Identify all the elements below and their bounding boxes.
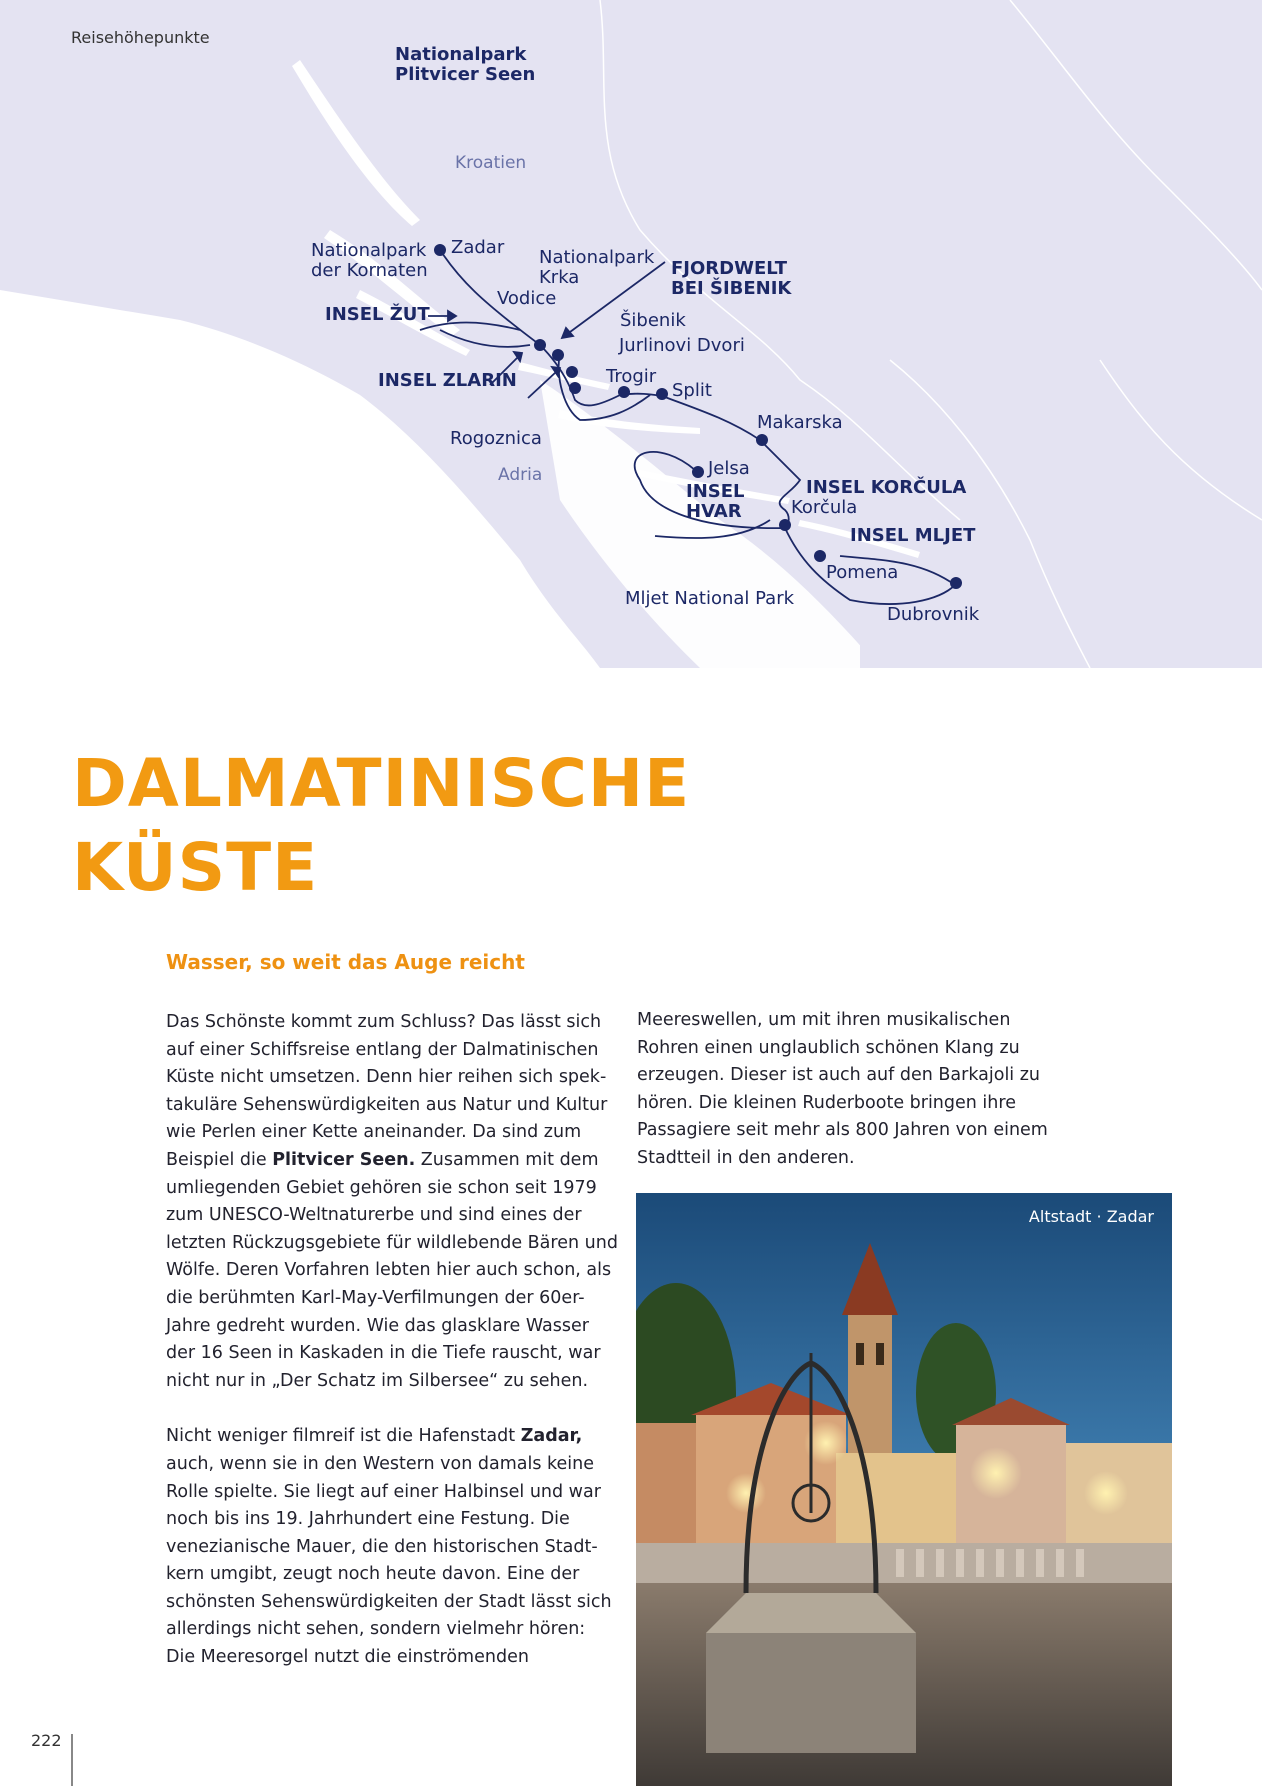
- label-vodice: Vodice: [497, 288, 557, 309]
- label-adria: Adria: [498, 465, 543, 485]
- photo-caption: Altstadt · Zadar: [1028, 1207, 1154, 1226]
- page-number: 222: [31, 1731, 62, 1750]
- label-dubrovnik: Dubrovnik: [887, 604, 980, 625]
- label-pomena: Pomena: [826, 562, 899, 583]
- label-zadar: Zadar: [451, 237, 505, 258]
- label-makarska: Makarska: [757, 412, 843, 433]
- title-line-1: DALMATINISCHE: [72, 745, 691, 822]
- subtitle: Wasser, so weit das Auge reicht: [166, 950, 525, 974]
- text-column-1: [166, 1009, 618, 1672]
- label-sibenik: Šibenik: [620, 310, 686, 331]
- label-insel-zut: INSEL ŽUT: [325, 304, 430, 325]
- paragraph-3: Meereswellen, um mit ihren musikalischen Rohren einen unglaublich schönen Klang zu erzeugen. Dieser ist auch auf den Barkajoli zu hören. Die kleinen Ruderboote bringen ihre Passagiere seit mehr als 800 Jahren von einem Stadtteil in den anderen.: [637, 1010, 1048, 1168]
- label-mljet-np: Mljet National Park: [625, 588, 795, 609]
- label-trogir: Trogir: [606, 366, 657, 387]
- title-line-2: KÜSTE: [72, 829, 319, 906]
- label-kroatien: Kroatien: [455, 153, 527, 173]
- label-plitvice: Nationalpark Plitvicer Seen: [395, 44, 536, 85]
- label-split: Split: [672, 380, 712, 401]
- paragraph-1: Das Schönste kommt zum Schluss? Das lässt sich auf einer Schiffsreise entlang der Dalmatinischen Küste nicht umsetzen. Denn hier reihen sich spektakuläre Sehenswürdigkeiten aus Natur und Kultur wie Perlen einer Kette aneinander. Da sind zum Beispiel die Plitvicer Seen. Zusammen mit dem umliegenden Gebiet gehören sie schon seit 1979 zum UNESCO-Weltnaturerbe und sind eines der letzten Rückzugsgebiete für wildlebende Bären und Wölfe. Deren Vorfahren lebten hier auch schon, als die berühmten Karl-May-Verfilmungen der 60er-Jahre gedreht wurden. Wie das glasklare Wasser der 16 Seen in Kaskaden in die Tiefe rauscht, war nicht nur in „Der Schatz im Silbersee“ zu sehen.: [166, 1012, 618, 1391]
- label-insel-hvar: INSEL HVAR: [686, 481, 745, 522]
- label-rogoznica: Rogoznica: [450, 428, 542, 449]
- page-divider: [71, 1734, 73, 1786]
- route-map: [0, 0, 1262, 668]
- label-fjordwelt: FJORDWELT BEI ŠIBENIK: [671, 258, 792, 299]
- section-tag: Reisehöhepunkte: [71, 28, 210, 47]
- paragraph-2: Nicht weniger filmreif ist die Hafenstadt Zadar, auch, wenn sie in den Western von damals keine Rolle spielte. Sie liegt auf einer Halbinsel und war noch bis ins 19. Jahrhundert eine Festung. Die venezianische Mauer, die den historischen Stadtkern umgibt, zeugt noch heute davon. Eine der schönsten Sehenswürdigkeiten der Stadt lässt sich allerdings nicht sehen, sondern vielmehr hören: Die Meeresorgel nutzt die einströmenden: [166, 1426, 612, 1668]
- label-insel-korcula: INSEL KORČULA: [806, 477, 967, 498]
- label-krka: Nationalpark Krka: [539, 247, 655, 288]
- label-kornaten: Nationalpark der Kornaten: [311, 240, 428, 281]
- label-jurlinovi: Jurlinovi Dvori: [619, 335, 745, 356]
- label-insel-zlarin: INSEL ZLARIN: [378, 370, 517, 391]
- page-title: [72, 742, 690, 910]
- map-graphic: [0, 0, 1262, 668]
- label-insel-mljet: INSEL MLJET: [850, 525, 976, 546]
- text-column-2: [637, 1007, 1077, 1173]
- photo-zadar-old-town: [636, 1193, 1172, 1786]
- label-jelsa: Jelsa: [708, 458, 750, 479]
- label-korcula: Korčula: [791, 497, 858, 518]
- photo-illustration: [636, 1193, 1172, 1786]
